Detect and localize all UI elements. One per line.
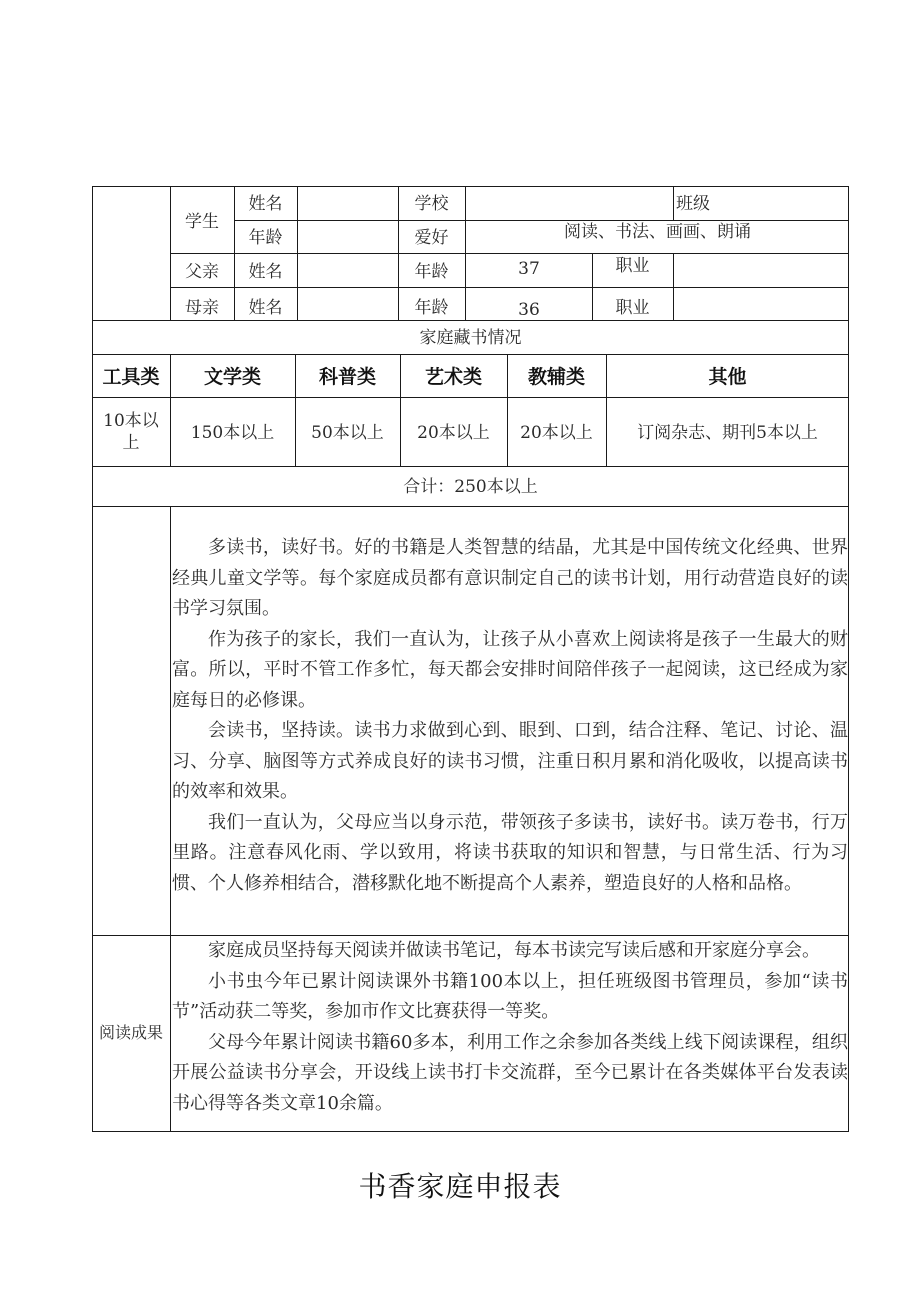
father-name-label: 姓名 [248, 262, 283, 282]
value-art: 20本以上 [417, 423, 490, 443]
hobby-value: 阅读、书法、画画、朗诵 [564, 222, 751, 242]
value-tutoring: 20本以上 [520, 423, 593, 443]
student-name-label: 姓名 [248, 194, 283, 214]
introduction-paragraph: 我们一直认为，父母应当以身示范，带领孩子多读书，读好书。读万卷书，行万里路。注意春风化雨、学以致用，将读书获取的知识和智慧，与日常生活、行为习惯、个人修养相结合，潜移默化地不断提高个人素养，塑造良好的人格和品格。 [172, 811, 848, 894]
mother-label: 母亲 [185, 298, 219, 318]
introduction-text [172, 533, 848, 899]
father-age-label: 年龄 [414, 262, 449, 282]
student-label: 学生 [185, 212, 219, 232]
collection-total: 合计：250本以上 [403, 477, 538, 497]
father-age-value: 37 [518, 259, 540, 279]
value-tools [92, 410, 170, 454]
value-tools-line2: 上 [122, 433, 140, 453]
introduction-paragraph: 多读书，读好书。好的书籍是人类智慧的结晶，尤其是中国传统文化经典、世界经典儿童文学等。每个家庭成员都有意识制定自己的读书计划，用行动营造良好的读书学习氛围。 [172, 537, 848, 619]
mother-age-label: 年龄 [414, 298, 449, 318]
mother-age-value: 36 [518, 300, 540, 320]
class-label: 班级 [676, 194, 710, 214]
hobby-label: 爱好 [414, 228, 449, 248]
header-science: 科普类 [318, 366, 376, 388]
mother-name-label: 姓名 [248, 298, 283, 318]
achievement-paragraph: 小书虫今年已累计阅读课外书籍100本以上，担任班级图书管理员，参加“读书节”活动获二等奖，参加市作文比赛获得一等奖。 [172, 970, 848, 1022]
header-tutoring: 教辅类 [527, 366, 585, 388]
value-other: 订阅杂志、期刊5本以上 [637, 423, 818, 443]
father-label: 父亲 [185, 262, 219, 282]
father-job-label: 职业 [615, 256, 650, 276]
header-other: 其他 [708, 366, 747, 388]
achievements-label: 阅读成果 [98, 1023, 163, 1042]
collection-title: 家庭藏书情况 [419, 328, 522, 348]
value-science: 50本以上 [311, 423, 384, 443]
value-literature: 150本以上 [190, 423, 275, 443]
page-title: 书香家庭申报表 [358, 1170, 562, 1203]
mother-job-label: 职业 [615, 298, 650, 318]
achievements-text [172, 936, 848, 1119]
introduction-paragraph: 作为孩子的家长，我们一直认为，让孩子从小喜欢上阅读将是孩子一生最大的财富。所以，平时不管工作多忙，每天都会安排时间陪伴孩子一起阅读，这已经成为家庭每日的必修课。 [172, 628, 848, 711]
student-age-label: 年龄 [248, 228, 283, 248]
school-label: 学校 [414, 194, 449, 214]
header-literature: 文学类 [203, 366, 261, 388]
achievement-paragraph: 父母今年累计阅读书籍60多本，利用工作之余参加各类线上线下阅读课程，组织开展公益读书分享会，开设线上读书打卡交流群，至今已累计在各类媒体平台发表读书心得等各类文章10余篇。 [172, 1031, 848, 1114]
header-art: 艺术类 [424, 366, 482, 388]
header-tools: 工具类 [102, 366, 160, 388]
achievement-paragraph: 家庭成员坚持每天阅读并做读书笔记，每本书读完写读后感和开家庭分享会。 [208, 940, 820, 961]
value-tools-line1: 10本以 [103, 411, 159, 431]
introduction-paragraph: 会读书，坚持读。读书力求做到心到、眼到、口到，结合注释、笔记、讨论、温习、分享、脑图等方式养成良好的读书习惯，注重日积月累和消化吸收，以提高读书的效率和效果。 [172, 720, 848, 802]
